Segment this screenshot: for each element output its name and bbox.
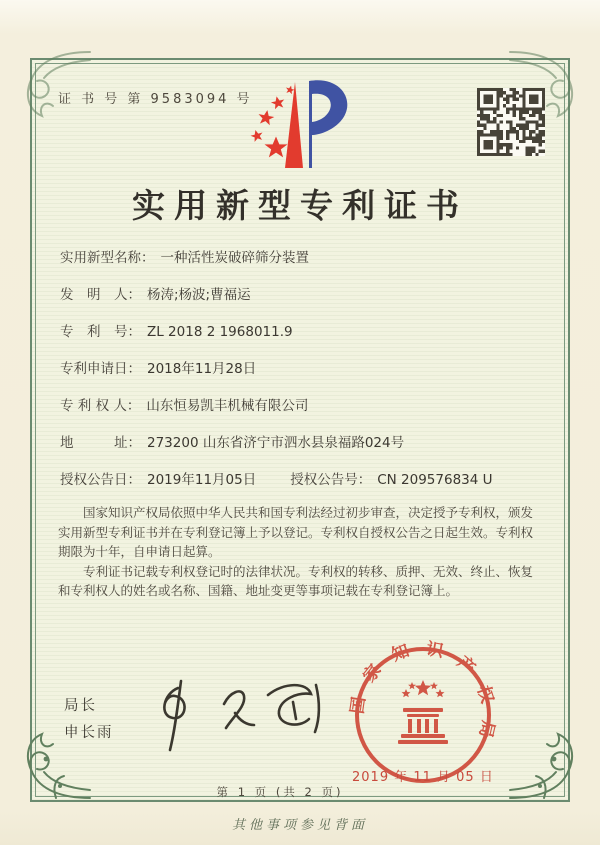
legal-paragraph-2: 专利证书记载专利权登记时的法律状况。专利权的转移、质押、无效、终止、恢复和专利权人的姓名或名称、国籍、地址变更等事项记载在专利登记簿上。 (58, 563, 534, 598)
cnipa-logo-icon (233, 74, 367, 178)
field-filing-date (60, 360, 546, 379)
field-value: 2018年11月28日 (147, 361, 257, 377)
field-address (60, 434, 546, 453)
field-value: 杨涛;杨波;曹福运 (147, 287, 251, 303)
national-emblem-icon (398, 680, 448, 744)
field-patent-number (60, 323, 546, 342)
field-value: ZL 2018 2 1968011.9 (147, 324, 293, 340)
field-value: 一种活性炭破碎筛分装置 (160, 250, 309, 266)
field-utility-model-name (60, 249, 546, 268)
certificate-fields (60, 249, 546, 508)
legal-text (58, 503, 544, 601)
legal-paragraph-1: 国家知识产权局依照中华人民共和国专利法经过初步审查，决定授予专利权，颁发实用新型专利证书并在专利登记簿上予以登记。专利权自授权公告之日起生效。专利权期限为十年，自申请日起算。 (58, 505, 534, 559)
field-value: 2019年11月05日 (147, 472, 257, 488)
field-label: 专利申请日： (60, 361, 141, 377)
field-patentee (60, 397, 546, 416)
qr-code (477, 88, 545, 156)
page-number: 第 1 页 (共 2 页) (216, 785, 344, 799)
field-label: 授权公告日： (60, 472, 141, 488)
field-label: 授权公告号： (290, 472, 372, 488)
field-label: 发 明 人： (60, 287, 141, 303)
back-side-note: 其他事项参见背面 (231, 818, 368, 833)
field-label: 实用新型名称： (60, 250, 155, 266)
seal-date: 2019 年 11 月 05 日 (352, 770, 494, 785)
field-label: 地 址： (60, 435, 141, 451)
signer-name: 申长雨 (64, 725, 114, 741)
certificate-number: 证 书 号 第 9583094 号 (58, 92, 253, 107)
seal-ring-text: 国家知识产权局 (348, 640, 498, 740)
director-signature-icon (148, 672, 338, 757)
field-value: CN 209576834 U (377, 472, 493, 488)
signer-block (64, 693, 114, 747)
field-inventors (60, 286, 546, 305)
field-grant-publication (60, 471, 546, 490)
field-label: 专 利 权 人： (60, 398, 141, 414)
certificate-title: 实用新型专利证书 (132, 186, 468, 225)
field-value: 山东恒易凯丰机械有限公司 (146, 398, 309, 414)
field-label: 专 利 号： (60, 324, 141, 340)
field-value: 273200 山东省济宁市泗水县泉福路024号 (147, 435, 405, 451)
signer-title: 局长 (64, 698, 97, 714)
